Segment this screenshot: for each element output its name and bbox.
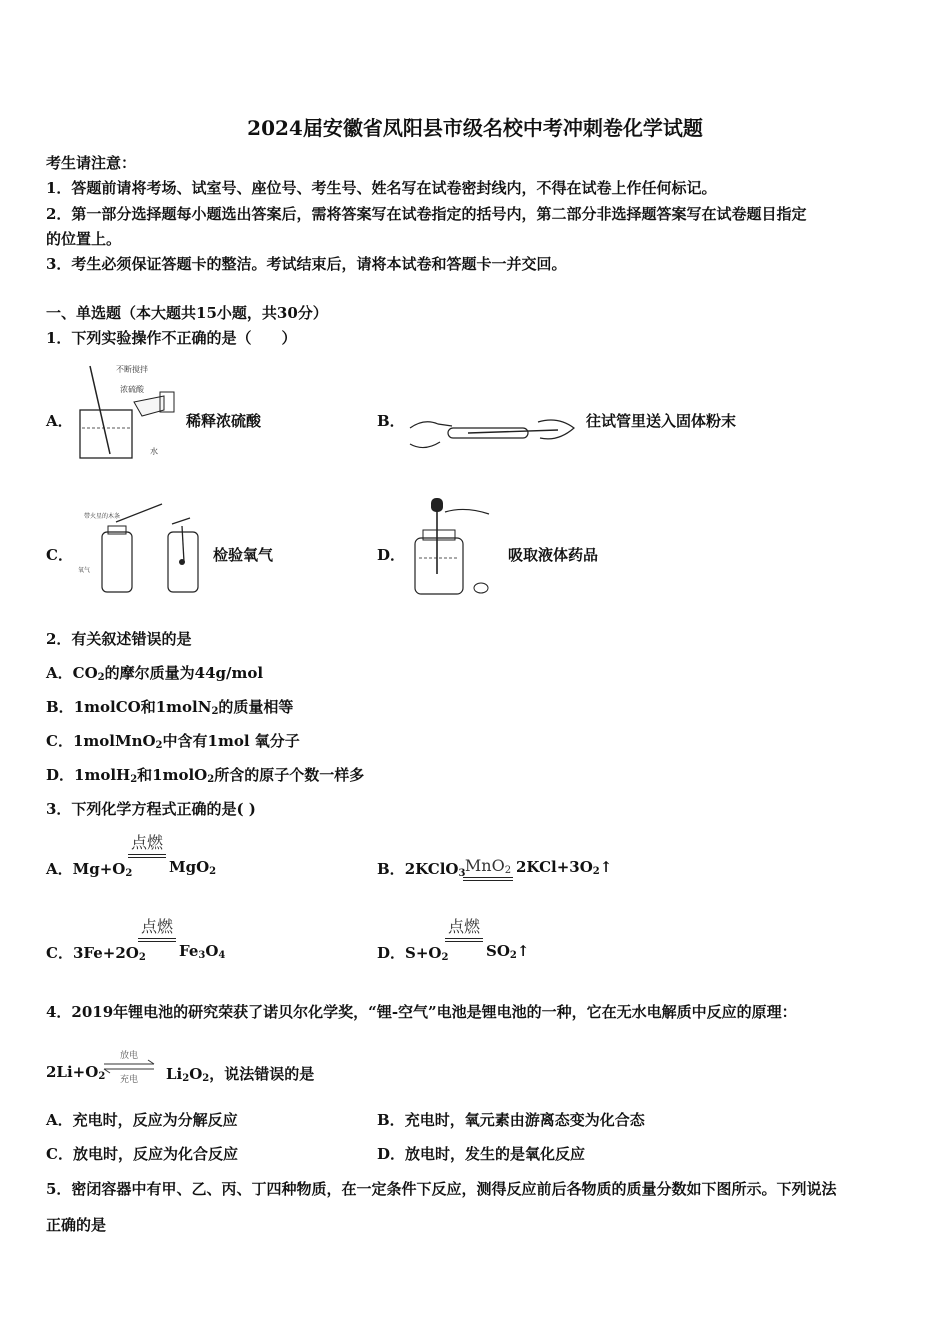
q3-option-c-right: $Fe_3O_4$	[179, 942, 226, 961]
question-5-stem-cont: 正确的是	[46, 1216, 107, 1234]
q2-option-d: D．1molH$_2$和1molO$_2$所含的原子个数一样多	[46, 766, 365, 785]
label-stirring: 不断搅拌	[116, 365, 148, 374]
q2-option-c: C．1molMnO$_2$中含有1mol 氧分子	[46, 732, 300, 751]
q1-option-b-text: 往试管里送入固体粉末	[586, 412, 737, 430]
q1-option-c-key: C．	[46, 546, 73, 564]
notice-item: 2．第一部分选择题每小题选出答案后，需将答案写在试卷指定的括号内，第二部分非选择题答案写在试卷题目指定	[46, 205, 807, 223]
q3-option-b-right: $2KCl+3O_2↑$	[516, 858, 613, 877]
powder-tube-figure	[408, 408, 578, 458]
q1-option-b-key: B．	[377, 412, 405, 430]
question-3-stem: 3．下列化学方程式正确的是( )	[46, 800, 256, 818]
condition-ignite: 点燃	[128, 830, 166, 858]
label-charge: 充电	[120, 1075, 139, 1085]
q1-option-a-text: 稀释浓硫酸	[186, 412, 262, 430]
q1-option-a-key: A．	[46, 412, 73, 430]
q4-option-a: A．充电时，反应为分解反应	[46, 1111, 238, 1129]
q3-option-d-left: D．$S+O_2$	[377, 944, 449, 963]
condition-ignite: 点燃	[138, 914, 176, 942]
question-5-stem: 5．密闭容器中有甲、乙、丙、丁四种物质，在一定条件下反应，测得反应前后各物质的质量分数如下图所示。下列说法	[46, 1180, 837, 1198]
label-conc-acid: 浓硫酸	[120, 385, 144, 394]
q3-option-b-left: B．2KClO$_3$	[377, 860, 466, 879]
label-discharge: 放电	[120, 1051, 139, 1061]
notice-item: 1．答题前请将考场、试室号、座位号、考生号、姓名写在试卷密封线内，不得在试卷上作任何标记。	[46, 179, 717, 197]
q4-equation-left: $2Li+O_2$	[46, 1063, 106, 1082]
q1-option-d-key: D．	[377, 546, 406, 564]
oxygen-test-figure	[72, 500, 212, 600]
q3-option-c-left: C．$3Fe+2O_2$	[46, 944, 146, 963]
page-title: 2024届安徽省凤阳县市级名校中考冲刺卷化学试题	[247, 116, 703, 140]
label-water: 水	[150, 447, 158, 456]
dropper-figure	[405, 498, 495, 600]
q4-equation-right: $Li_2O_2$，说法错误的是	[166, 1065, 315, 1084]
section-heading: 一、单选题（本大题共15小题，共30分）	[46, 304, 328, 322]
notice-heading: 考生请注意：	[46, 154, 137, 172]
notice-item: 3．考生必须保证答题卡的整洁。考试结束后，请将本试卷和答题卡一并交回。	[46, 255, 567, 273]
condition-catalyst: MnO$_2$	[463, 856, 513, 881]
q3-option-a-left: A．$Mg+O_2$	[46, 860, 133, 879]
q1-option-d-text: 吸取液体药品	[508, 546, 599, 564]
label-oxygen: 氧气	[78, 567, 91, 574]
q3-option-d-right: $SO_2↑$	[486, 942, 530, 961]
q1-option-c-text: 检验氧气	[213, 546, 274, 564]
dilute-acid-figure	[72, 362, 182, 462]
question-1-stem: 1．下列实验操作不正确的是（ ）	[46, 329, 297, 347]
q2-option-b: B．1molCO和1molN$_2$的质量相等	[46, 698, 294, 717]
question-2-stem: 2．有关叙述错误的是	[46, 630, 192, 648]
reversible-arrow	[100, 1048, 160, 1086]
q4-option-c: C．放电时，反应为化合反应	[46, 1145, 238, 1163]
q4-option-b: B．充电时，氧元素由游离态变为化合态	[377, 1111, 645, 1129]
condition-ignite: 点燃	[445, 914, 483, 942]
q3-option-a-right: MgO$_2$	[169, 858, 217, 877]
notice-item: 的位置上。	[46, 230, 122, 248]
q4-option-d: D．放电时，发生的是氧化反应	[377, 1145, 586, 1163]
q2-option-a: A．$CO_2$的摩尔质量为44g/mol	[46, 664, 264, 683]
label-glowing-splint: 带火星的木条	[84, 513, 121, 520]
question-4-stem: 4．2019年锂电池的研究荣获了诺贝尔化学奖，“锂-空气”电池是锂电池的一种，它在无水电解质中反应的原理：	[46, 1003, 797, 1021]
